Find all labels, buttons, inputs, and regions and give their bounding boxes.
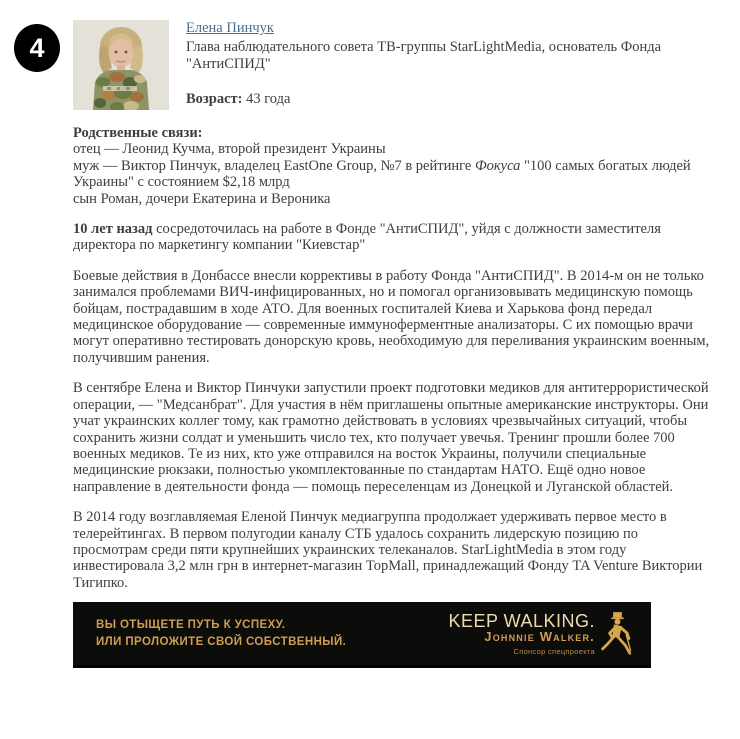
- sponsor-note: Спонсор спецпроекта: [513, 646, 595, 656]
- paragraph-media: В 2014 году возглавляемая Еленой Пинчук медиагруппа продолжает удерживать первое место в телерейтингах. В первом полугодии каналу СТБ удалось сохранить лидерскую позицию по просмотрам среди пяти крупнейших украинских телеканалов. StarLightMedia в этом году инвестировала 3,2 млн грн в интернет-магазин TopMall, принадлежащий Фонду TA Venture Виктории Тигипко.: [73, 509, 703, 591]
- family-section: [73, 125, 710, 207]
- profile-photo: [73, 20, 169, 110]
- portrait-illustration: [73, 20, 169, 110]
- family-children: сын Роман, дочери Екатерина и Вероника: [73, 190, 331, 207]
- profile-header: [73, 20, 710, 110]
- decade-rest: сосредоточилась на работе в Фонде "АнтиСПИД", уйдя с должности заместителя директора по маркетингу компании "Киевстар": [73, 221, 661, 254]
- johnnie-walker-ad-banner[interactable]: [73, 602, 651, 668]
- profile-info: [186, 20, 708, 110]
- brand-text: [448, 612, 595, 656]
- ad-slogan-line2: ИЛИ ПРОЛОЖИТЕ СВОЙ СОБСТВЕННЫЙ.: [96, 635, 347, 648]
- person-title: Глава наблюдательного совета ТВ-группы StarLightMedia, основатель Фонда "АнтиСПИД": [186, 38, 662, 72]
- family-husband: муж — Виктор Пинчук, владелец EastOne Group, №7 в рейтинге Фокуса "100 самых богатых людей Украины" с состоянием $2,18 млрд: [73, 157, 691, 191]
- paragraph-medsanbrat: В сентябре Елена и Виктор Пинчуки запустили проект подготовки медиков для антитеррористической операции, — "Медсанбрат". Для участия в нём приглашены опытные американские инструкторы. Они учат украинских коллег тому, как грамотно действовать в условиях чрезвычайных ситуаций, чтобы сохранить жизни солдат и уменьшить число тех, кто получает увечья. Тренинг прошли более 700 военных медиков. Те из них, кто уже отправился на восток Украины, получили специальные медицинские рюкзаки, полностью укомплектованные по стандартам НАТО. Ещё одно новое направление в деятельности фонда — помощь переселенцам из Донецкой и Луганской областей.: [73, 380, 709, 495]
- family-heading: Родственные связи:: [73, 125, 203, 141]
- magazine-name: Фокуса: [474, 157, 521, 174]
- keep-walking-tagline: KEEP WALKING.: [448, 610, 595, 631]
- ad-slogan-line1: ВЫ ОТЫЩЕТЕ ПУТЬ К УСПЕХУ.: [96, 618, 286, 631]
- age-value: 43 года: [242, 90, 291, 107]
- family-father: отец — Леонид Кучма, второй президент Украины: [73, 141, 386, 158]
- rank-badge: [14, 24, 60, 72]
- article-body: [73, 125, 710, 591]
- decade-ago-paragraph: [73, 221, 710, 254]
- striding-man-icon: [600, 611, 635, 657]
- person-name-link[interactable]: Елена Пинчук: [186, 20, 274, 36]
- decade-lead: 10 лет назад: [73, 221, 153, 238]
- person-age: [186, 91, 708, 109]
- paragraph-donbass: Боевые действия в Донбассе внесли коррективы в работу Фонда "АнтиСПИД". В 2014-м он не только занимался проблемами ВИЧ-инфицированных, но и помогал организовывать медицинскую помощь бойцам, пострадавшим в ходе АТО. Для военных госпиталей Киева и Харькова фонд передал медицинское оборудование — современные иммуноферментные анализаторы. С их помощью врачи могут оперативно тестировать донорскую кровь, необходимую для переливания украинским военным, получившим ранения.: [73, 267, 710, 366]
- brand-name: Johnnie Walker.: [484, 628, 595, 644]
- rank-number: 4: [29, 32, 45, 63]
- age-label: Возраст:: [186, 90, 243, 107]
- brand-block: [448, 611, 635, 657]
- ad-slogan: [96, 617, 346, 651]
